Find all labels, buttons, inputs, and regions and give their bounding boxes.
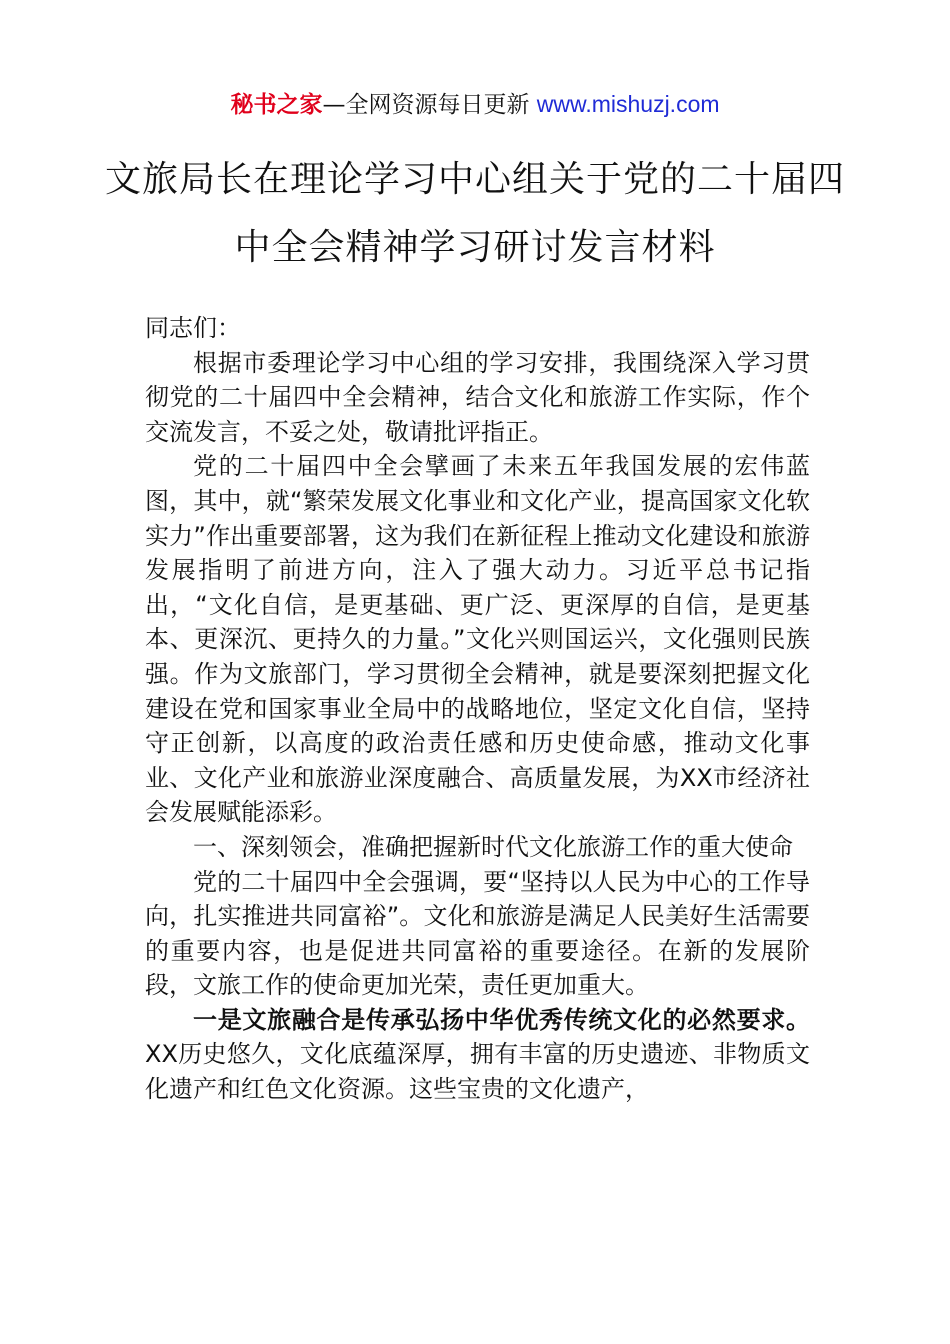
point-1-lead: 一是文旅融合是传承弘扬中华优秀传统文化的必然要求。 — [193, 1005, 810, 1034]
section-heading-1: 一、深刻领会，准确把握新时代文化旅游工作的重大使命 — [193, 832, 793, 861]
paragraph-background: 党的二十届四中全会擘画了未来五年我国发展的宏伟蓝图，其中，就“繁荣发展文化事业和文化产业，提高国家文化软实力”作出重要部署，这为我们在新征程上推动文化建设和旅游发展指明了前进方向，注入了强大动力。习近平总书记指出，“文化自信，是更基础、更广泛、更深厚的自信，是更基本、更深沉、更持久的力量。”文化兴则国运兴，文化强则民族强。作为文旅部门，学习贯彻全会精神，就是要深刻把握文化建设在党和国家事业全局中的战略地位，坚定文化自信，坚持守正创新，以高度的政治责任感和历史使命感，推动文化事业、文化产业和旅游业深度融合、高质量发展，为XX市经济社会发展赋能添彩。 — [145, 452, 810, 827]
site-brand: 秘书之家 — [230, 92, 323, 118]
salutation: 同志们： — [145, 314, 241, 342]
site-tagline: —全网资源每日更新 — [322, 92, 530, 118]
site-header — [0, 88, 950, 121]
site-url-link[interactable]: www.mishuzj.com — [536, 91, 720, 117]
document-body — [145, 311, 810, 1107]
paragraph-intro: 根据市委理论学习中心组的学习安排，我围绕深入学习贯彻党的二十届四中全会精神，结合文化和旅游工作实际，作个交流发言，不妥之处，敬请批评指正。 — [145, 348, 810, 446]
point-1-text: XX历史悠久，文化底蕴深厚，拥有丰富的历史遗迹、非物质文化遗产和红色文化资源。这些宝贵的文化遗产， — [145, 1040, 810, 1104]
paragraph-section-1: 党的二十届四中全会强调，要“坚持以人民为中心的工作导向，扎实推进共同富裕”。文化和旅游是满足人民美好生活需要的重要内容，也是促进共同富裕的重要途径。在新的发展阶段，文旅工作的使命更加光荣，责任更加重大。 — [145, 867, 810, 1000]
document-title: 文旅局长在理论学习中心组关于党的二十届四中全会精神学习研讨发言材料 — [104, 159, 845, 268]
paragraph-point-1 — [145, 1003, 810, 1107]
